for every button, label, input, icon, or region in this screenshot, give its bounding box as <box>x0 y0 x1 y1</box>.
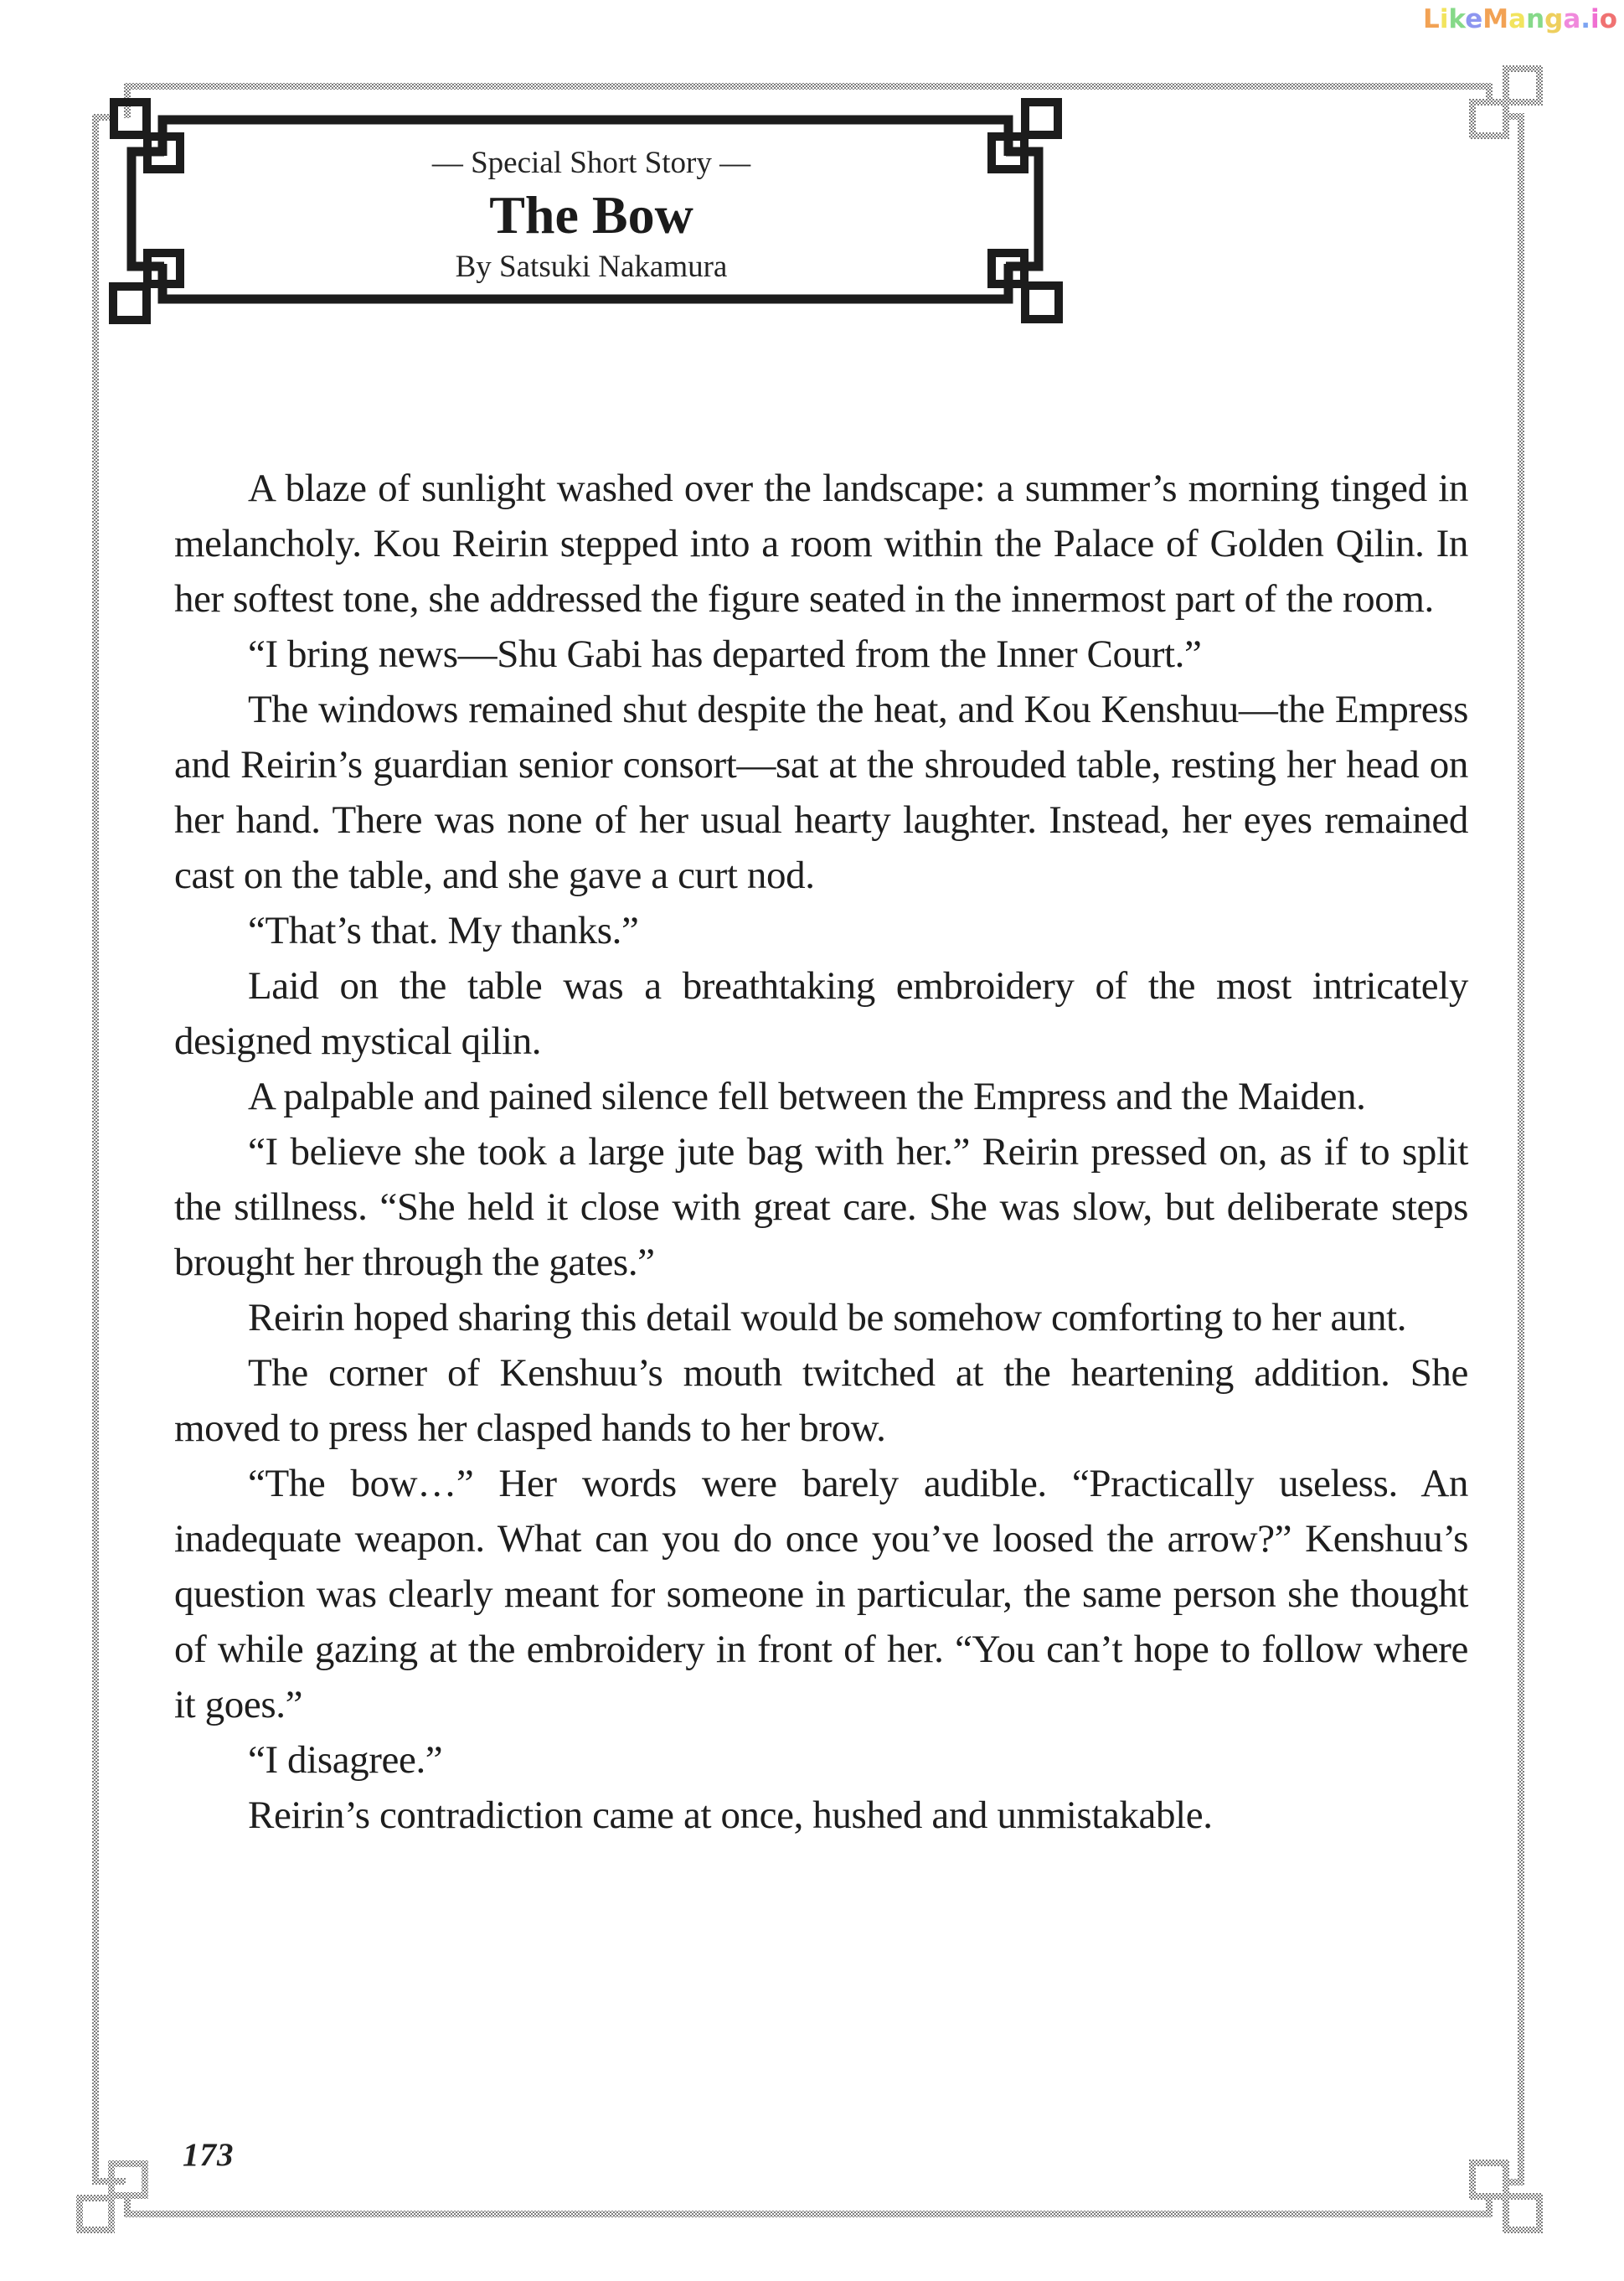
watermark-letter: n <box>1526 4 1545 34</box>
story-byline: By Satsuki Nakamura <box>455 250 728 284</box>
story-paragraph: The windows remained shut despite the heat, and Kou Kenshuu—the Empress and Reirin’s guardian senior consort—sat at the shrouded table, resting her head on her hand. There was none of her usual hearty laughter. Instead, her eyes remained cast on the table, and she gave a curt nod. <box>174 688 1468 897</box>
story-paragraph: The corner of Kenshuu’s mouth twitched at the heartening addition. She moved to press her clasped hands to her brow. <box>174 1351 1468 1450</box>
corner-square <box>1472 102 1506 136</box>
watermark-letter: a <box>1563 4 1581 34</box>
watermark-letter: M <box>1482 4 1509 34</box>
story-text <box>174 461 1468 1843</box>
page-number: 173 <box>183 2137 235 2173</box>
watermark-letter: a <box>1508 4 1527 34</box>
watermark-letter: g <box>1544 4 1564 34</box>
story-paragraph: Reirin hoped sharing this detail would be somehow comforting to her aunt. <box>248 1296 1407 1339</box>
watermark <box>1423 3 1617 35</box>
story-paragraph: “The bow…” Her words were barely audible. “Practically useless. An inadequate weapon. What can you do once you’ve loosed the arrow?” Kenshuu’s question was clearly meant for someone in particular, the same person she thought of while gazing at the embroidery in front of her. “You can’t hope to follow where it goes.” <box>174 1462 1468 1726</box>
title-box <box>134 124 1049 300</box>
watermark-letter: i <box>1590 4 1600 34</box>
watermark-letter: L <box>1423 4 1440 34</box>
watermark-letter: i <box>1439 4 1449 34</box>
watermark-letter: o <box>1599 4 1617 34</box>
corner-square <box>1472 2163 1506 2196</box>
corner-square <box>80 2198 111 2230</box>
page-title: The Bow <box>489 185 693 245</box>
story-paragraph: Reirin’s contradiction came at once, hushed and unmistakable. <box>248 1793 1213 1837</box>
story-paragraph: A blaze of sunlight washed over the landscape: a summer’s morning tinged in melancholy. Kou Reirin stepped into a room within the Palace of Golden Qilin. In her softest tone, she addressed the figure seated in the innermost part of the room. <box>174 467 1468 621</box>
watermark-letter: e <box>1465 4 1483 34</box>
story-paragraph: Laid on the table was a breathtaking embroidery of the most intricately designed mystical qilin. <box>174 964 1468 1063</box>
story-paragraph: A palpable and pained silence fell between the Empress and the Maiden. <box>248 1075 1366 1118</box>
story-paragraph: “I bring news—Shu Gabi has departed from the Inner Court.” <box>248 632 1202 676</box>
watermark-letter: . <box>1580 4 1591 34</box>
corner-square <box>1506 69 1539 102</box>
story-kicker: — Special Short Story — <box>431 146 751 180</box>
watermark-letter: k <box>1448 4 1466 34</box>
story-paragraph: “I disagree.” <box>248 1738 443 1782</box>
story-paragraph: “That’s that. My thanks.” <box>248 909 639 952</box>
corner-square <box>1506 2196 1539 2230</box>
story-paragraph: “I believe she took a large jute bag with her.” Reirin pressed on, as if to split the stillness. “She held it close with great care. She was slow, but deliberate steps brought her through the gates.” <box>174 1130 1468 1284</box>
